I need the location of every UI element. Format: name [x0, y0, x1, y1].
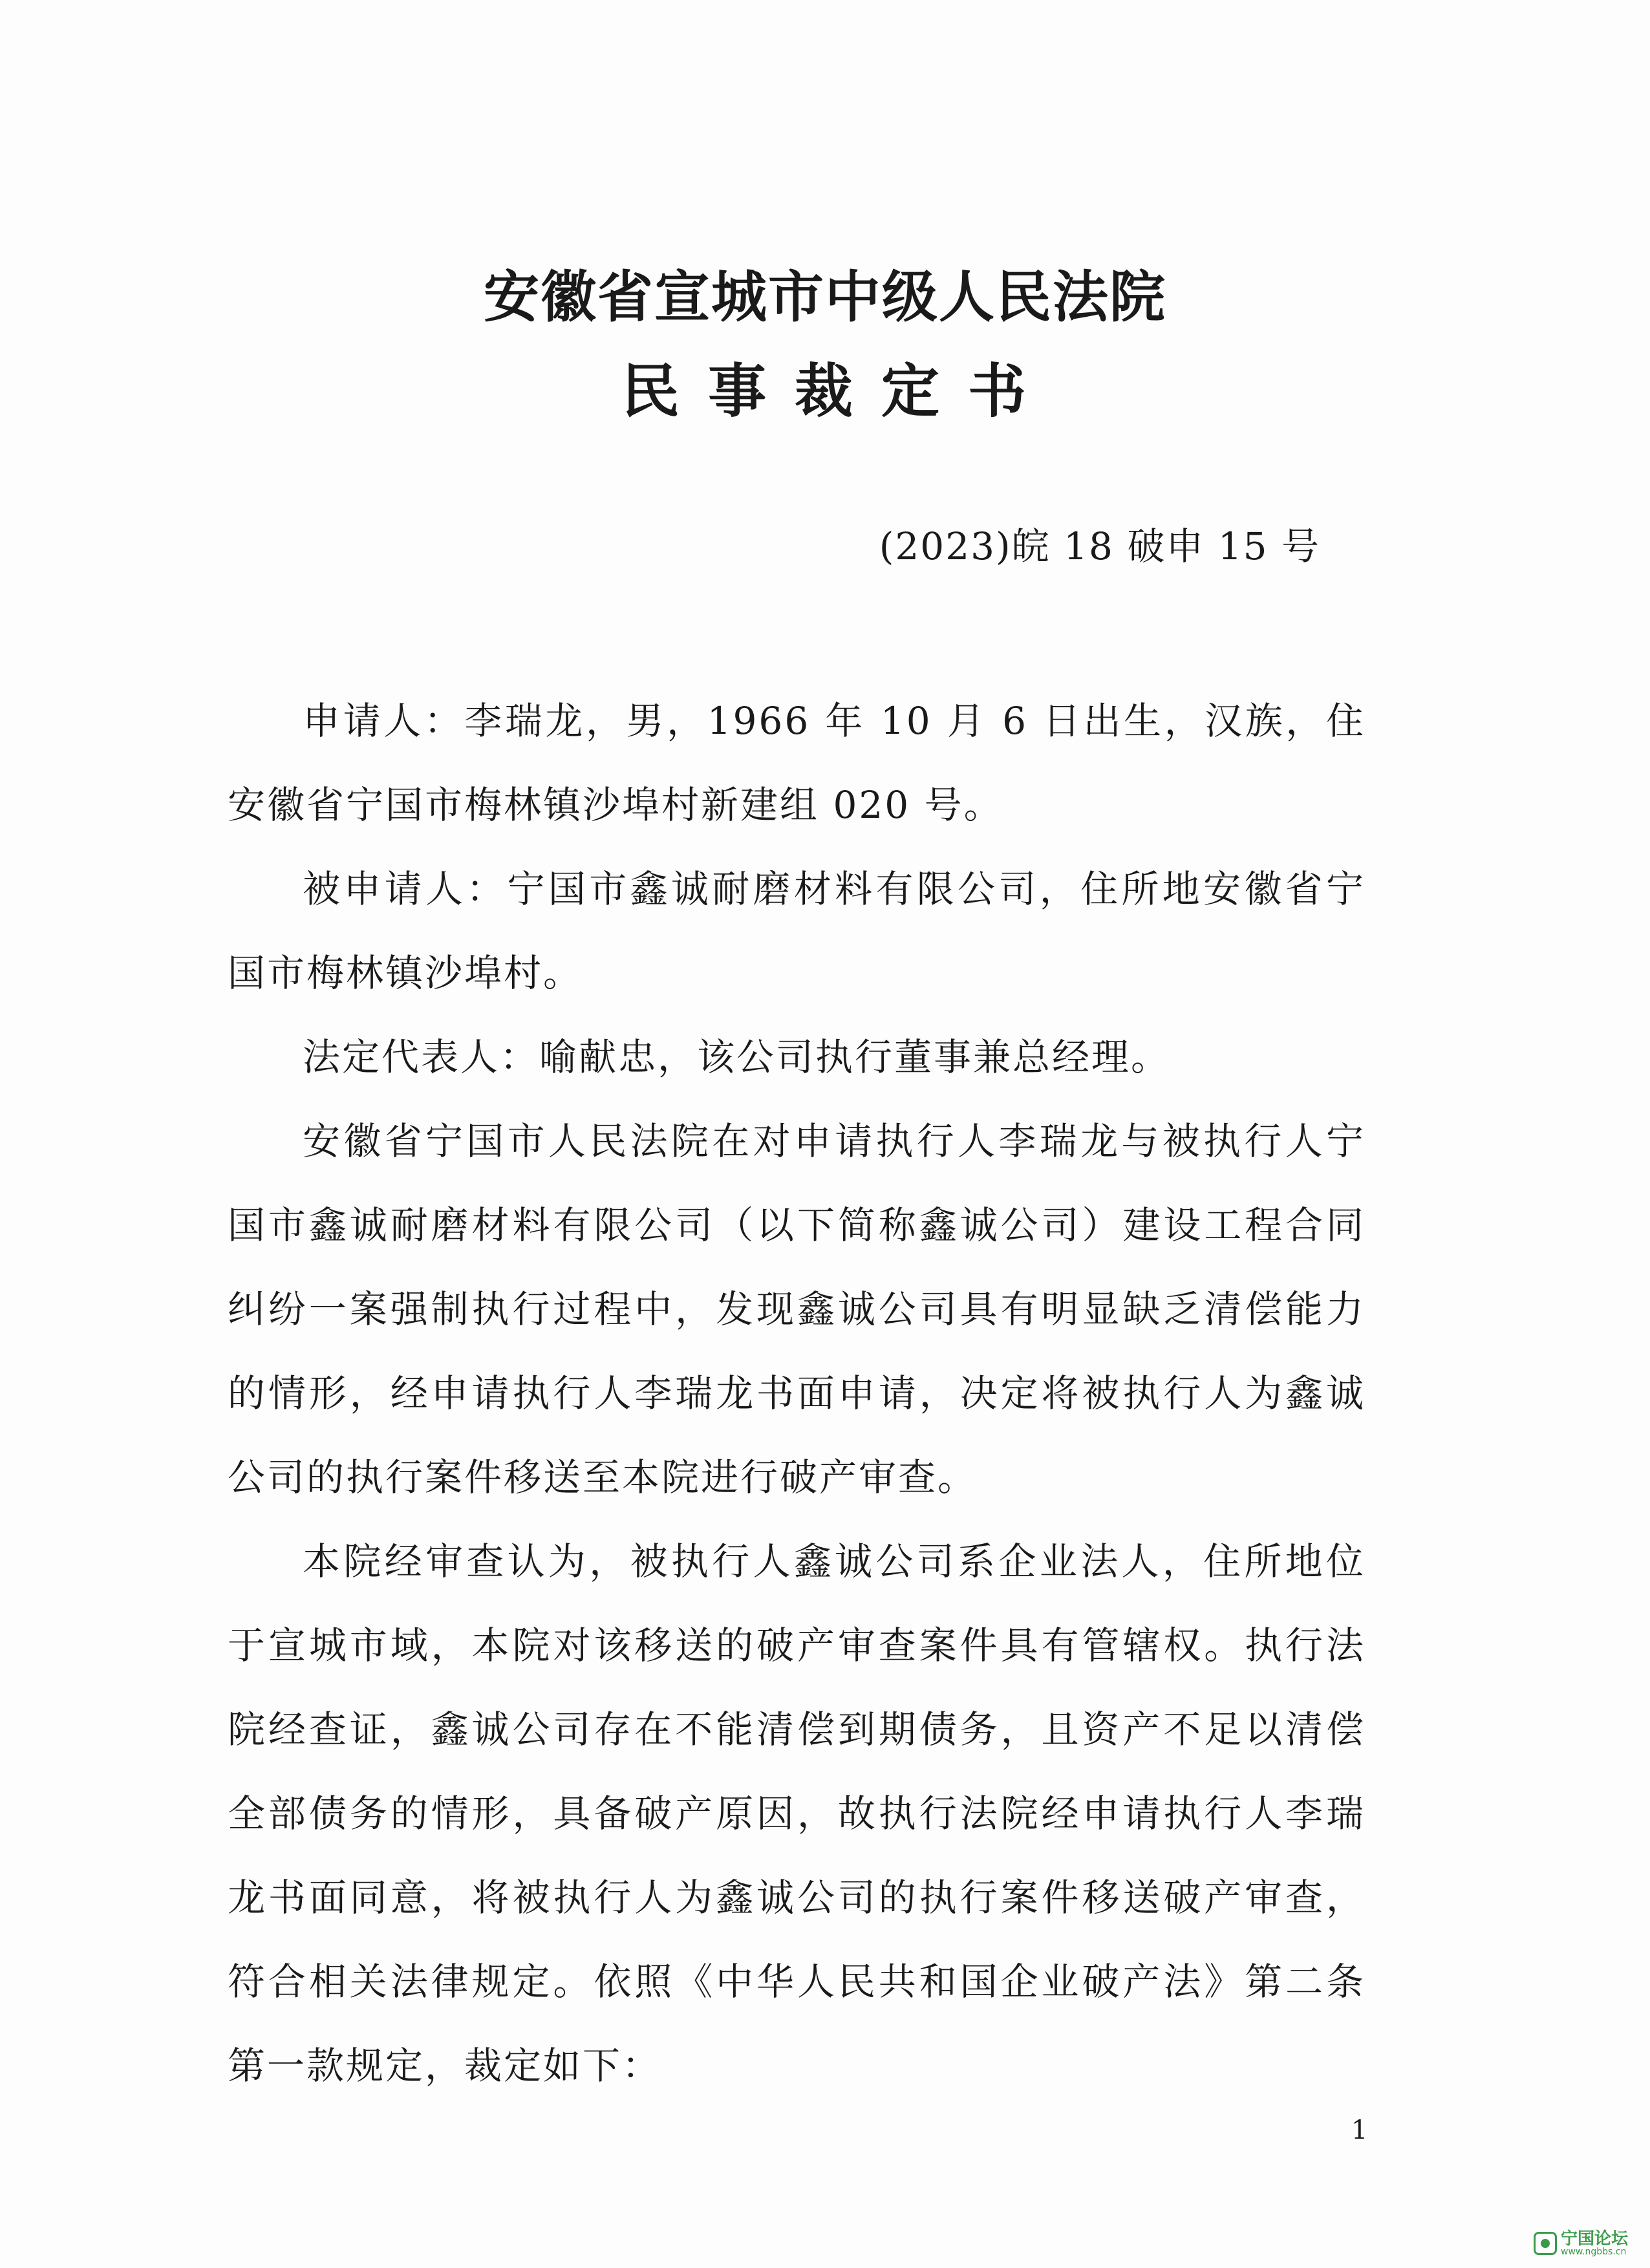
document-type-title: 民事裁定书 [621, 357, 1055, 425]
watermark-text [1561, 2231, 1628, 2256]
watermark-site-url: www.ngbbs.cn [1561, 2247, 1627, 2257]
document-body [228, 679, 1366, 2108]
paragraph-background: 安徽省宁国市人民法院在对申请执行人李瑞龙与被执行人宁国市鑫诚耐磨材料有限公司（以下简称鑫诚公司）建设工程合同纠纷一案强制执行过程中，发现鑫诚公司具有明显缺乏清偿能力的情形，经申请执行人李瑞龙书面申请，决定将被执行人为鑫诚公司的执行案件移送至本院进行破产审查。 [228, 1119, 1366, 1499]
case-number: (2023)皖 18 破申 15 号 [879, 524, 1320, 568]
forum-logo-icon [1534, 2232, 1557, 2255]
watermark-site-name: 宁国论坛 [1561, 2229, 1629, 2249]
paragraph-applicant: 申请人：李瑞龙，男，1966 年 10 月 6 日出生，汉族，住安徽省宁国市梅林镇沙埠村新建组 020 号。 [228, 699, 1366, 827]
paragraph-reasoning: 本院经审查认为，被执行人鑫诚公司系企业法人，住所地位于宣城市域，本院对该移送的破产审查案件具有管辖权。执行法院经查证，鑫诚公司存在不能清偿到期债务，且资产不足以清偿全部债务的情形，具备破产原因，故执行法院经申请执行人李瑞龙书面同意，将被执行人为鑫诚公司的执行案件移送破产审查，符合相关法律规定。依照《中华人民共和国企业破产法》第二条第一款规定，裁定如下： [228, 1539, 1366, 2088]
paragraph-legal-representative: 法定代表人：喻献忠，该公司执行董事兼总经理。 [303, 1035, 1171, 1079]
paragraph-respondent: 被申请人：宁国市鑫诚耐磨材料有限公司，住所地安徽省宁国市梅林镇沙埠村。 [228, 867, 1366, 995]
page-number: 1 [1351, 2115, 1368, 2145]
court-title: 安徽省宣城市中级人民法院 [484, 264, 1166, 330]
site-watermark [1534, 2227, 1628, 2260]
